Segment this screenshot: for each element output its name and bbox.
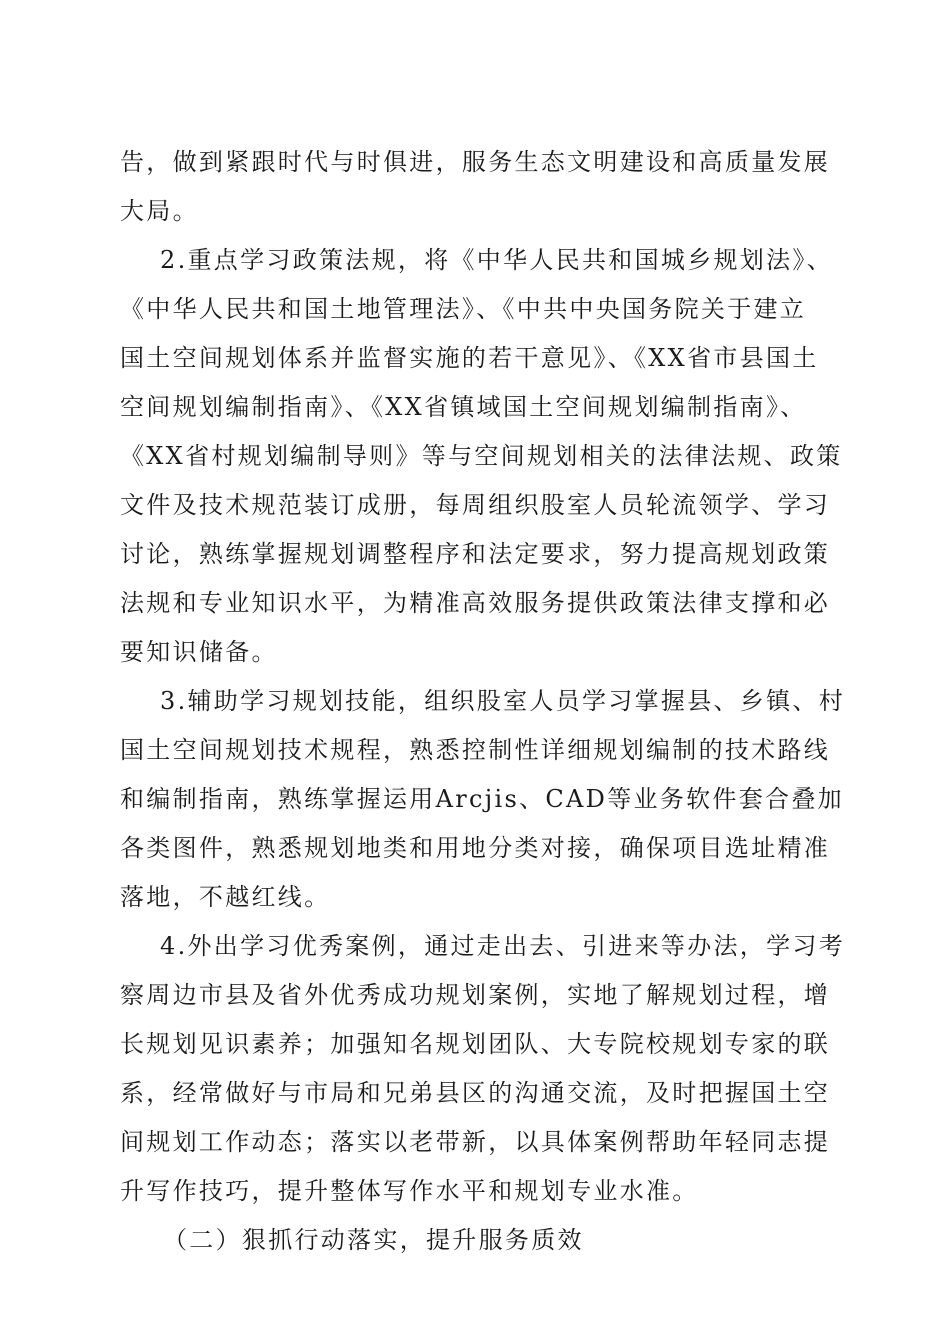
text-line: 空间规划编制指南》、《XX省镇域国土空间规划编制指南》、 bbox=[120, 393, 807, 421]
paragraph-4-first-line: 4.外出学习优秀案例，通过走出去、引进来等办法，学习考 bbox=[160, 932, 845, 960]
text-line: 国土空间规划技术规程，熟悉控制性详细规划编制的技术路线 bbox=[120, 736, 831, 764]
text-line: 告，做到紧跟时代与时俱进，服务生态文明建设和高质量发展 bbox=[120, 148, 831, 176]
text-line: 各类图件，熟悉规划地类和用地分类对接，确保项目选址精准 bbox=[120, 834, 831, 862]
text-line: 《中华人民共和国土地管理法》、《中共中央国务院关于建立 bbox=[120, 295, 807, 323]
text-line: 间规划工作动态；落实以老带新，以具体案例帮助年轻同志提 bbox=[120, 1128, 831, 1156]
text-line: 大局。 bbox=[120, 197, 199, 225]
paragraph-3-first-line: 3.辅助学习规划技能，组织股室人员学习掌握县、乡镇、村 bbox=[160, 687, 845, 715]
section-heading: （二）狠抓行动落实，提升服务质效 bbox=[163, 1226, 584, 1254]
text-line: 长规划见识素养；加强知名规划团队、大专院校规划专家的联 bbox=[120, 1030, 831, 1058]
text-line: 察周边市县及省外优秀成功规划案例，实地了解规划过程，增 bbox=[120, 981, 831, 1009]
paragraph-2-first-line: 2.重点学习政策法规，将《中华人民共和国城乡规划法》、 bbox=[160, 246, 833, 274]
text-line: 要知识储备。 bbox=[120, 638, 278, 666]
text-line: 升写作技巧，提升整体写作水平和规划专业水准。 bbox=[120, 1177, 699, 1205]
text-line: 文件及技术规范装订成册，每周组织股室人员轮流领学、学习 bbox=[120, 491, 831, 519]
text-line: 国土空间规划体系并监督实施的若干意见》、《XX省市县国土 bbox=[120, 344, 819, 372]
text-line: 系，经常做好与市局和兄弟县区的沟通交流，及时把握国土空 bbox=[120, 1079, 831, 1107]
text-line: 法规和专业知识水平，为精准高效服务提供政策法律支撑和必 bbox=[120, 589, 831, 617]
text-line: 落地，不越红线。 bbox=[120, 883, 331, 911]
text-line: 讨论，熟练掌握规划调整程序和法定要求，努力提高规划政策 bbox=[120, 540, 831, 568]
text-line: 和编制指南，熟练掌握运用Arcjis、CAD等业务软件套合叠加 bbox=[120, 785, 844, 813]
text-line: 《XX省村规划编制导则》等与空间规划相关的法律法规、政策 bbox=[120, 442, 843, 470]
